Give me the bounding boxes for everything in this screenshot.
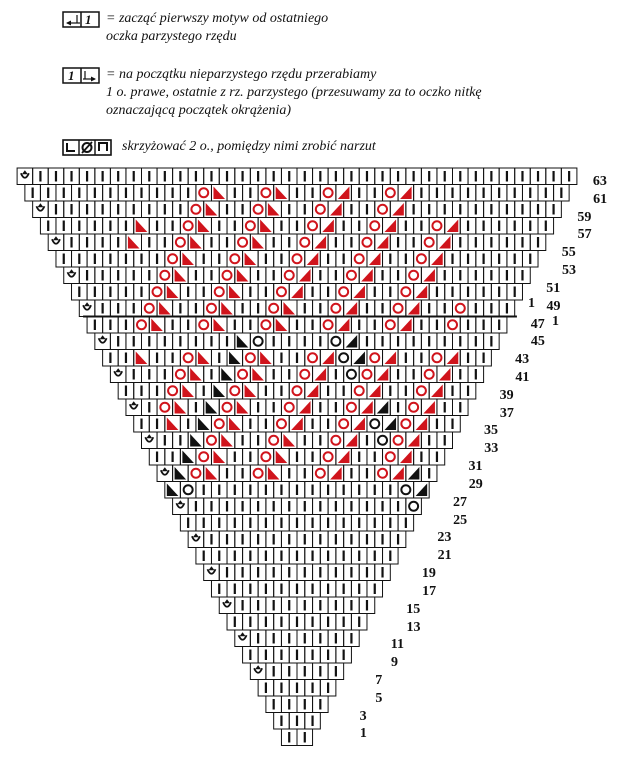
decrease-icon [206,203,218,216]
decrease-icon [237,401,249,414]
row-number-label: 41 [515,370,530,386]
legend-text: 1 o. prawe, ostatnie z rz. parzystego (przesuwamy za to oczko nitkę [106,85,482,100]
decrease-icon [416,484,428,497]
decrease-icon [213,319,225,332]
decrease-icon [175,401,187,414]
decrease-icon [439,368,451,381]
yarn-over-icon [261,188,270,197]
row-number-label: 47 [530,316,545,332]
yarn-over-icon [425,238,434,247]
yarn-over-icon [184,485,193,494]
decrease-icon [392,203,404,216]
slip-stitch-icon [131,401,137,405]
decrease-icon [322,220,334,233]
legend-symbol-text: 1 [68,68,75,83]
yarn-over-icon [409,271,418,280]
decrease-icon [392,467,404,480]
slip-stitch-icon [193,533,199,537]
decrease-icon [198,418,210,431]
decrease-icon [198,220,210,233]
yarn-over-icon [176,238,185,247]
yarn-over-icon [347,403,356,412]
yarn-over-icon [339,419,348,428]
decrease-icon [182,385,194,398]
yarn-over-icon [137,320,146,329]
row-number-label: 45 [530,334,545,350]
slip-stitch-icon [224,599,230,603]
yarn-over-icon [277,419,286,428]
row-number-label: 29 [468,476,483,492]
row-number-label: 51 [546,280,561,296]
yarn-over-icon [191,205,200,214]
yarn-over-icon [432,353,441,362]
decrease-icon [377,401,389,414]
yarn-over-icon [184,353,193,362]
yarn-over-icon [362,370,371,379]
decrease-icon [252,368,264,381]
yarn-over-icon [223,403,232,412]
decrease-icon [175,269,187,282]
yarn-over-icon [230,386,239,395]
yarn-over-icon [316,205,325,214]
decrease-icon [315,368,327,381]
decrease-icon [330,203,342,216]
yarn-over-icon [145,304,154,313]
yarn-over-icon [339,287,348,296]
row-number-label: 27 [452,494,467,510]
slip-stitch-icon [69,269,75,273]
yarn-over-icon [246,221,255,230]
yarn-over-icon [401,419,410,428]
yarn-over-icon [191,469,200,478]
row-number-label: 15 [406,601,421,617]
yarn-over-icon [308,221,317,230]
decrease-icon [283,302,295,315]
row-number-label: 63 [592,174,607,189]
decrease-icon [361,269,373,282]
yarn-over-icon [394,304,403,313]
row-number-label: 43 [515,352,530,368]
legend-text: = zacząć pierwszy motyw od ostatniego [106,11,329,26]
yarn-over-icon [324,188,333,197]
row-number-label: 3 [359,708,367,724]
marker-47: 1 [552,314,559,329]
yarn-over-icon [347,271,356,280]
decrease-icon [439,236,451,249]
row-number-label: 39 [499,387,514,403]
decrease-icon [377,236,389,249]
yarn-over-icon [386,452,395,461]
decrease-icon [299,269,311,282]
decrease-icon [377,368,389,381]
yarn-over-icon [300,238,309,247]
yarn-over-icon [168,386,177,395]
legend-symbol-text: 1 [85,12,92,27]
yarn-over-icon [269,436,278,445]
row-number-label: 33 [484,441,499,457]
legend-text: = na początku nieparzystego rzędu przerabiamy [106,67,377,82]
decrease-icon [346,434,358,447]
legend-text: oznaczającą początek okrążenia) [106,103,292,118]
slip-stitch-icon [84,302,90,306]
slip-stitch-icon [177,500,183,504]
row-number-label: 53 [562,263,577,279]
decrease-icon [291,418,303,431]
decrease-icon [338,187,350,200]
decrease-icon [190,434,202,447]
decrease-icon [229,418,241,431]
row-number-label: 35 [484,423,499,439]
decrease-icon [182,253,194,266]
row-number-label: 19 [421,566,436,582]
decrease-icon [322,352,334,365]
decrease-icon [353,286,365,299]
yarn-over-icon [285,403,294,412]
decrease-icon [276,319,288,332]
yarn-over-icon [176,370,185,379]
row-number-label: 23 [437,530,452,546]
decrease-icon [206,467,218,480]
decrease-icon [167,484,179,497]
yarn-over-icon [269,304,278,313]
decrease-icon [198,352,210,365]
decrease-icon [408,302,420,315]
decrease-icon [338,319,350,332]
yarn-over-icon [207,304,216,313]
decrease-icon [167,286,179,299]
row-number-label: 1 [359,726,367,742]
decrease-icon [447,352,459,365]
row-number-label: 21 [437,548,452,564]
yarn-over-icon [261,320,270,329]
yarn-over-icon [293,254,302,263]
decrease-icon [307,385,319,398]
decrease-icon [408,434,420,447]
yarn-over-icon [223,271,232,280]
decrease-icon [369,253,381,266]
yarn-over-icon [207,436,216,445]
decrease-icon [276,187,288,200]
decrease-icon [245,253,257,266]
legend-text: skrzyżować 2 o., pomiędzy nimi zrobić narzut [122,139,376,154]
yarn-over-icon [324,320,333,329]
yarn-over-icon [378,205,387,214]
decrease-icon [299,401,311,414]
yarn-over-icon [316,469,325,478]
yarn-over-icon [432,221,441,230]
yarn-over-icon [339,353,348,362]
decrease-icon [353,418,365,431]
yarn-over-icon [362,238,371,247]
row-number-label: 13 [406,619,421,635]
yarn-over-icon [153,287,162,296]
yarn-over-icon [355,254,364,263]
yarn-over-icon [456,304,465,313]
yarn-over-icon [277,287,286,296]
decrease-icon [330,467,342,480]
decrease-icon [206,401,218,414]
decrease-icon [400,319,412,332]
decrease-icon [221,368,233,381]
yarn-over-icon [215,287,224,296]
decrease-icon [182,451,194,464]
decrease-icon [416,418,428,431]
row-number-label: 5 [375,690,383,706]
slip-stitch-icon [208,566,214,570]
decrease-icon [229,286,241,299]
yarn-over-icon [331,304,340,313]
decrease-icon [167,418,179,431]
yarn-over-icon [308,353,317,362]
yarn-over-icon [347,370,356,379]
decrease-icon [431,253,443,266]
decrease-icon [221,302,233,315]
row-number-label: 49 [546,298,561,314]
slip-stitch-icon [53,236,59,240]
yarn-over-icon [230,254,239,263]
yarn-over-icon [370,221,379,230]
marker-49: 1 [528,296,535,311]
decrease-icon [213,451,225,464]
decrease-icon [307,253,319,266]
yarn-over-icon [300,370,309,379]
yarn-over-icon [370,353,379,362]
decrease-icon [237,335,249,348]
decrease-icon [385,352,397,365]
decrease-icon [315,236,327,249]
row-number-label: 25 [453,512,468,528]
decrease-icon [283,434,295,447]
decrease-icon [416,286,428,299]
slip-stitch-icon [146,434,152,438]
yarn-over-icon [254,205,263,214]
legend-text: oczka parzystego rzędu [106,29,237,44]
slip-stitch-icon [37,203,43,207]
yarn-over-icon [160,403,169,412]
yarn-over-icon [184,221,193,230]
yarn-over-icon [254,337,263,346]
yarn-over-icon [378,436,387,445]
yarn-over-icon [401,287,410,296]
yarn-over-icon [199,452,208,461]
decrease-icon [423,401,435,414]
decrease-icon [361,401,373,414]
yarn-over-icon [378,469,387,478]
yarn-over-icon [254,469,263,478]
decrease-icon [151,319,163,332]
decrease-icon [221,434,233,447]
yarn-over-icon [425,370,434,379]
yarn-over-icon [355,386,364,395]
decrease-icon [400,451,412,464]
decrease-icon [245,385,257,398]
decrease-icon [291,286,303,299]
row-number-label: 31 [468,459,483,475]
decrease-icon [385,220,397,233]
yarn-over-icon [370,419,379,428]
slip-stitch-icon [162,467,168,471]
row-number-label: 9 [390,655,398,671]
row-number-label: 11 [390,637,404,653]
decrease-icon [252,236,264,249]
decrease-icon [346,335,358,348]
decrease-icon [229,352,241,365]
slip-stitch-icon [115,368,121,372]
yarn-over-icon [215,419,224,428]
slip-stitch-icon [255,665,261,669]
decrease-icon [346,302,358,315]
slip-stitch-icon [100,335,106,339]
yarn-over-icon [417,386,426,395]
decrease-icon [213,187,225,200]
yarn-over-icon [386,188,395,197]
decrease-icon [213,385,225,398]
yarn-over-icon [293,386,302,395]
slip-stitch-icon [240,632,246,636]
decrease-icon [260,352,272,365]
yarn-over-icon [409,403,418,412]
decrease-icon [136,352,148,365]
yarn-over-icon [409,502,418,511]
decrease-icon [338,451,350,464]
row-number-label: 59 [577,209,592,225]
decrease-icon [136,220,148,233]
row-number-label: 57 [577,227,592,243]
yarn-over-icon [386,320,395,329]
decrease-icon [400,187,412,200]
yarn-over-icon [238,370,247,379]
yarn-over-icon [199,188,208,197]
decrease-icon [447,220,459,233]
decrease-icon [268,467,280,480]
slip-stitch-icon [22,170,28,174]
yarn-over-icon [448,320,457,329]
row-number-label: 61 [593,191,608,207]
yarn-over-icon [168,254,177,263]
decrease-icon [423,269,435,282]
yarn-over-icon [238,238,247,247]
yarn-over-icon [285,271,294,280]
yarn-over-icon [331,337,340,346]
decrease-icon [369,385,381,398]
row-number-label: 7 [375,672,383,688]
decrease-icon [128,236,140,249]
yarn-over-icon [324,452,333,461]
row-number-label: 37 [499,405,514,421]
decrease-icon [431,385,443,398]
decrease-icon [385,418,397,431]
yarn-over-icon [417,254,426,263]
decrease-icon [159,302,171,315]
yarn-over-icon [246,353,255,362]
yarn-over-icon [394,436,403,445]
decrease-icon [408,467,420,480]
yarn-over-icon [160,271,169,280]
decrease-icon [190,236,202,249]
decrease-icon [353,352,365,365]
decrease-icon [175,467,187,480]
yarn-over-icon [401,485,410,494]
yarn-over-icon [261,452,270,461]
decrease-icon [190,368,202,381]
row-number-label: 55 [561,245,576,261]
row-number-label: 17 [422,583,437,599]
yarn-over-icon [199,320,208,329]
decrease-icon [268,203,280,216]
decrease-icon [260,220,272,233]
decrease-icon [237,269,249,282]
decrease-icon [276,451,288,464]
yarn-over-icon [331,436,340,445]
